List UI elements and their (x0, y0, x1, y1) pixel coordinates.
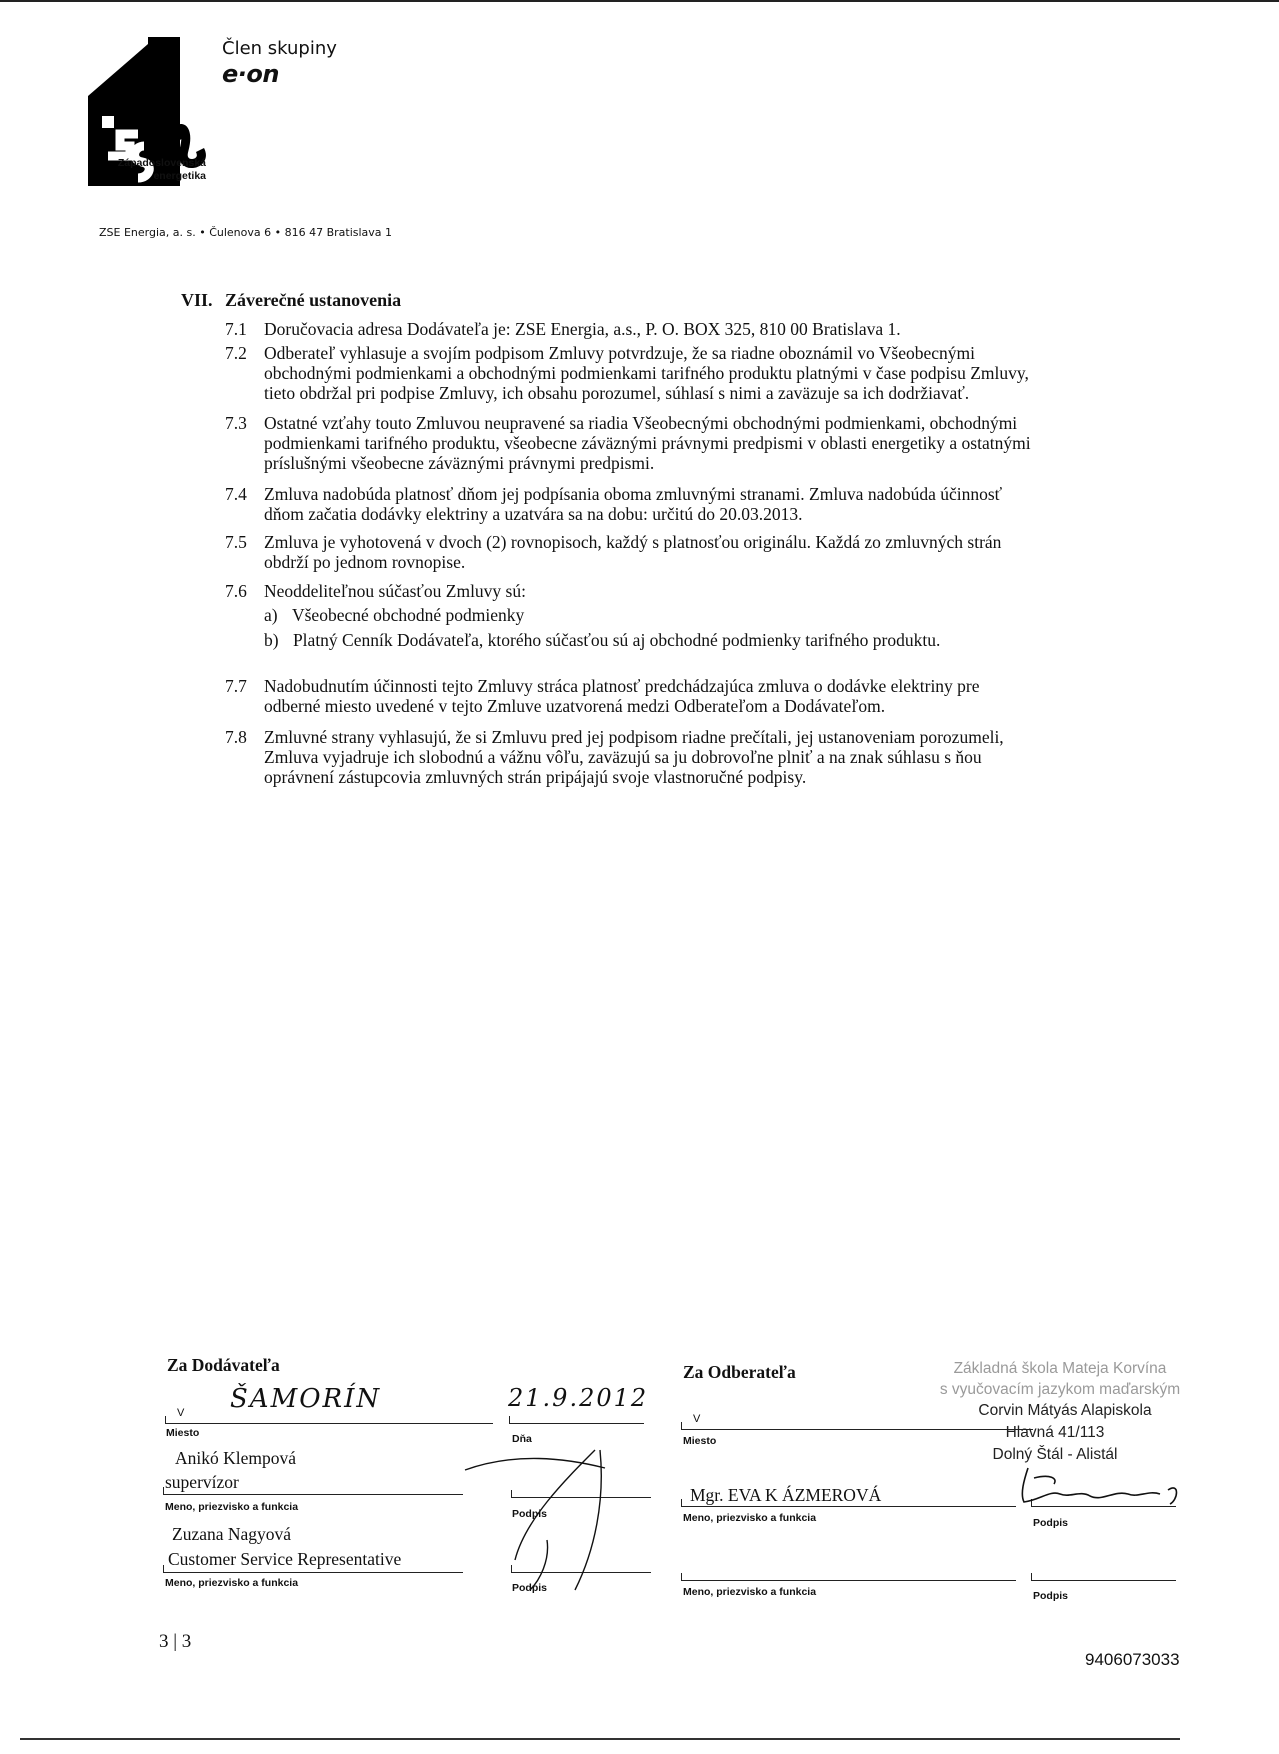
eon-logo: e·on (222, 60, 279, 88)
clause-line: Odberateľ vyhlasuje a svojím podpisom Zmluvy potvrdzuje, že sa riadne oboznámil vo Všeobecnými (264, 343, 975, 363)
stamp-line3: Corvin Mátyás Alapiskola (978, 1402, 1152, 1419)
clause-number: 7.2 (225, 343, 247, 363)
line-tick (681, 1422, 682, 1430)
supplier-signer2-name: Zuzana Nagyová (172, 1524, 292, 1544)
supplier-v-mark: V (177, 1407, 185, 1419)
line-tick (681, 1499, 682, 1507)
clause-number: 7.3 (225, 413, 247, 433)
clause-line: podmienkami tarifného produktu, všeobecne záväznými právnymi predpismi v oblasti energetiky a ostatnými (264, 433, 1031, 453)
clause-line: Zmluva vyjadruje ich slobodnú a vážnu vôľu, zaväzujú sa ju dobrovoľne plniť a na znak súhlasu s ňou (264, 747, 982, 767)
clause-line: Ostatné vzťahy touto Zmluvou neupravené sa riadia Všeobecnými obchodnými podmienkami, obchodnými (264, 413, 1018, 433)
supplier-heading: Za Dodávateľa (167, 1355, 280, 1375)
subitem-text: Platný Cenník Dodávateľa, ktorého súčasťou sú aj obchodné podmienky tarifného produktu. (292, 630, 941, 650)
supplier-sign-label: Podpis (512, 1508, 548, 1520)
clause-number: 7.7 (225, 676, 247, 696)
supplier-name2-line (163, 1572, 463, 1573)
customer-heading: Za Odberateľa (683, 1362, 796, 1382)
clause-line: Zmluva je vyhotovená v dvoch (2) rovnopisoch, každý s platnosťou originálu. Každá zo zmluvných strán (264, 532, 1002, 552)
supplier-date-line (509, 1423, 644, 1424)
clause-line: dňom začatia dodávky elektriny a uzatvára sa na dobu: určitú do 20.03.2013. (264, 504, 803, 524)
supplier-date-label: Dňa (512, 1433, 532, 1445)
stamp-line2: s vyučovacím jazykom maďarským (939, 1381, 1181, 1398)
line-tick (509, 1416, 510, 1424)
customer-name-label-2: Meno, priezvisko a funkcia (683, 1586, 817, 1598)
supplier-place-label: Miesto (166, 1427, 200, 1439)
supplier-signer1-name: Anikó Klempová (175, 1448, 297, 1468)
subitem-marker: b) (264, 630, 279, 650)
subitem-marker: a) (264, 605, 278, 625)
line-tick (163, 1487, 164, 1495)
customer-signature-drawing (1010, 1460, 1190, 1510)
supplier-sign-label-2: Podpis (512, 1582, 548, 1594)
clause-number: 7.8 (225, 727, 247, 747)
clause-line: Zmluva nadobúda platnosť dňom jej podpísania oboma zmluvnými stranami. Zmluva nadobúda účinnosť (264, 484, 1003, 504)
clause-number: 7.4 (225, 484, 247, 504)
stamp-line4: Hlavná 41/113 (1005, 1424, 1105, 1441)
section-heading (181, 290, 401, 311)
clause-number: 7.5 (225, 532, 247, 552)
customer-sign-label-2: Podpis (1033, 1590, 1069, 1602)
customer-name-line (681, 1506, 1016, 1507)
line-tick (1031, 1573, 1032, 1581)
clause-line: tieto obdržal pri podpise Zmluvy, ich obsahu porozumel, súhlasí s nimi a zaväzuje sa ich dodržiavať. (264, 383, 970, 403)
clause-line: Doručovacia adresa Dodávateľa je: ZSE Energia, a.s., P. O. BOX 325, 810 00 Bratislava 1. (264, 319, 901, 339)
clause-line: Neoddeliteľnou súčasťou Zmluvy sú: (264, 581, 526, 601)
customer-name2-line (681, 1580, 1016, 1581)
logo-caption-line1: Západoslovenská (117, 157, 206, 169)
supplier-place-line (165, 1423, 493, 1424)
logo-caption-line2: energetika (153, 170, 206, 182)
clause-number: 7.1 (225, 319, 247, 339)
group-label: Člen skupiny (222, 38, 337, 59)
company-address: ZSE Energia, a. s. • Čulenova 6 • 816 47 Bratislava 1 (99, 226, 393, 239)
subitem-a (264, 605, 524, 625)
supplier-place-handwritten: ŠAMORÍN (230, 1384, 382, 1414)
bottom-border-line (20, 1738, 1180, 1740)
page-number: 3 | 3 (159, 1631, 192, 1652)
clause-line: Zmluvné strany vyhlasujú, že si Zmluvu pred jej podpisom riadne prečítali, jej ustanoveniam porozumeli, (264, 727, 1004, 747)
line-tick (681, 1573, 682, 1581)
line-tick (165, 1416, 166, 1424)
logo-caption (86, 157, 206, 183)
section-number: VII. (181, 290, 213, 310)
subitem-text: Všeobecné obchodné podmienky (291, 605, 525, 625)
customer-sign2-line (1031, 1580, 1176, 1581)
supplier-date-handwritten: 21.9.2012 (508, 1384, 649, 1412)
document-id: 9406073033 (1085, 1650, 1180, 1669)
supplier-signer1-role: supervízor (165, 1472, 239, 1492)
clause-line: oprávnení zástupcovia zmluvných strán pripájajú svoje vlastnoručné podpisy. (264, 767, 807, 787)
clause-line: obdrží po jednom rovnopise. (264, 552, 466, 572)
clause-line: obchodnými podmienkami a obchodnými podmienkami tarifného produktu platnými v čase podpisu Zmluvy, (264, 363, 1029, 383)
supplier-name-label-2: Meno, priezvisko a funkcia (165, 1577, 299, 1589)
clause-line: príslušnými všeobecne záväznými právnymi predpismi. (264, 453, 655, 473)
customer-name-label: Meno, priezvisko a funkcia (683, 1512, 817, 1524)
line-tick (163, 1565, 164, 1573)
customer-sign-label: Podpis (1033, 1517, 1069, 1529)
customer-place-label: Miesto (683, 1435, 717, 1447)
stamp-line5: Dolný Štál - Alistál (992, 1446, 1118, 1463)
section-title: Záverečné ustanovenia (225, 290, 402, 310)
customer-v-mark: V (693, 1413, 701, 1425)
supplier-signer2-role: Customer Service Representative (168, 1549, 402, 1569)
stamp-line1: Základná škola Mateja Korvína (953, 1360, 1167, 1377)
top-border-line (0, 0, 1279, 2)
clause-line: odberné miesto uvedené v tejto Zmluve uzatvorená medzi Odberateľom a Dodávateľom. (264, 696, 886, 716)
supplier-name1-line (163, 1494, 463, 1495)
supplier-name-label: Meno, priezvisko a funkcia (165, 1501, 299, 1513)
clause-line: Nadobudnutím účinnosti tejto Zmluvy stráca platnosť predchádzajúca zmluva o dodávke elektriny pre (264, 676, 980, 696)
customer-signer-name: Mgr. EVA K ÁZMEROVÁ (690, 1485, 882, 1505)
clause-number: 7.6 (225, 581, 247, 601)
supplier-signature-drawing (455, 1440, 655, 1600)
subitem-b (264, 630, 940, 650)
